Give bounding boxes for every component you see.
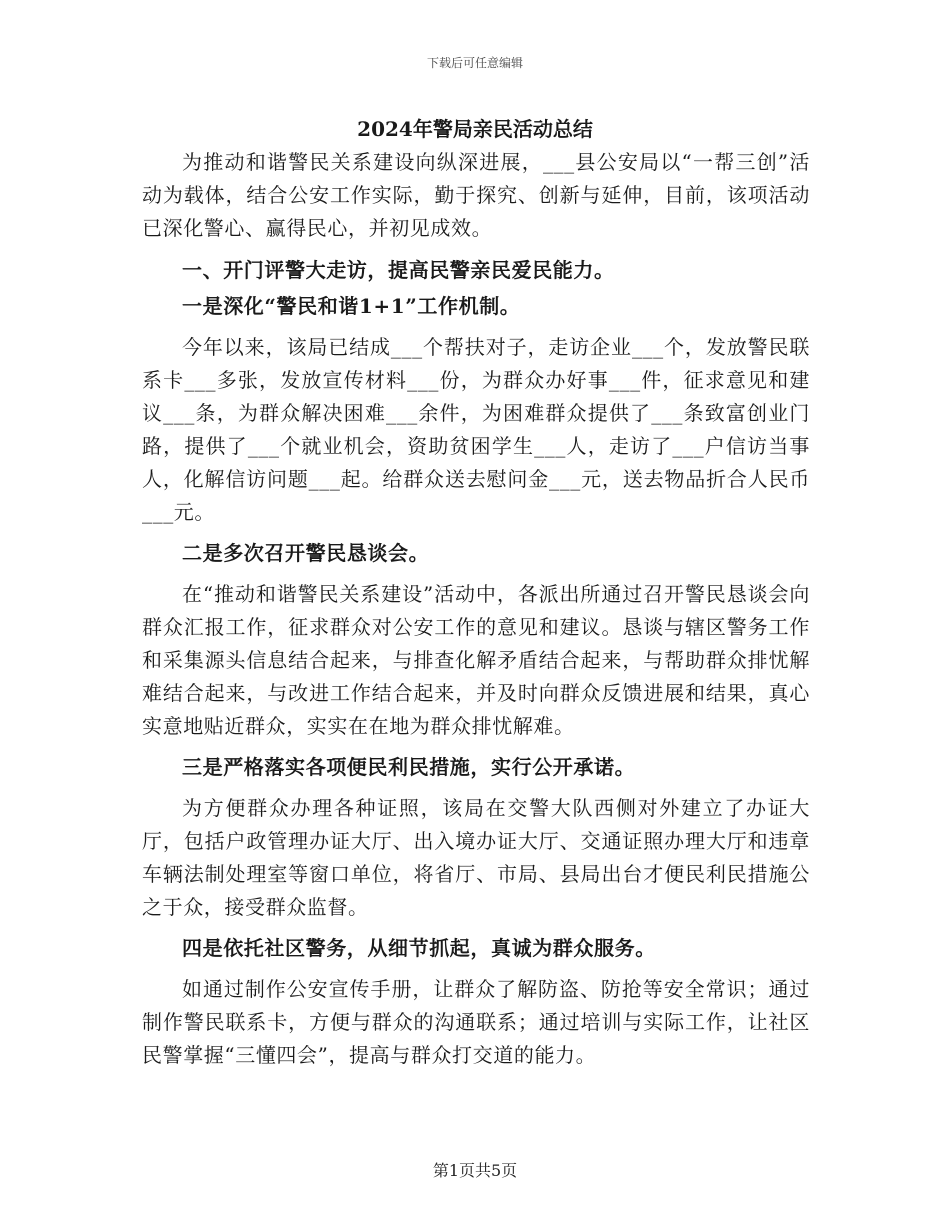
sub-paragraph-2: 在“推动和谐警民关系建设”活动中，各派出所通过召开警民恳谈会向群众汇报工作，征求群众对公安工作的意见和建议。恳谈与辖区警务工作和采集源头信息结合起来，与排查化解矛盾结合起来，与帮助群众排忧解难结合起来，与改进工作结合起来，并及时向群众反馈进展和结果，真心实意地贴近群众，实实在在地为群众排忧解难。 [142,582,810,738]
sub-heading-3: 三是严格落实各项便民利民措施，实行公开承诺。 [182,755,636,779]
page-header: 下载后可任意编辑 [426,56,523,70]
document-title: 2024年警局亲民活动总结 [357,117,593,141]
sub-paragraph-1: 今年以来，该局已结成___个帮扶对子，走访企业___个，发放警民联系卡___多张，发放宣传材料___份，为群众办好事___件，征求意见和建议___条，为群众解决困难___余件，为困难群众提供了___条致富创业门路，提供了___个就业机会，资助贫困学生___人，走访了___户信访当事人，化解信访问题___起。给群众送去慰问金___元，送去物品折合人民币___元。 [142,335,810,524]
sub-heading-1: 一是深化“警民和谐1+1”工作机制。 [182,294,521,318]
sub-paragraph-4: 如通过制作公安宣传手册，让群众了解防盗、防抢等安全常识；通过制作警民联系卡，方便与群众的沟通联系；通过培训与实际工作，让社区民警掌握“三懂四会”，提高与群众打交道的能力。 [142,977,810,1067]
document-body [142,146,810,1072]
intro-paragraph: 为推动和谐警民关系建设向纵深进展，___县公安局以“一帮三创”活动为载体，结合公安工作实际，勤于探究、创新与延伸，目前，该项活动已深化警心、赢得民心，并初见成效。 [142,150,810,240]
section-heading-1: 一、开门评警大走访，提高民警亲民爱民能力。 [182,258,615,282]
sub-paragraph-3: 为方便群众办理各种证照，该局在交警大队西侧对外建立了办证大厅，包括户政管理办证大厅、出入境办证大厅、交通证照办理大厅和违章车辆法制处理室等窗口单位，将省厅、市局、县局出台才便民利民措施公之于众，接受群众监督。 [142,796,810,919]
sub-heading-2: 二是多次召开警民恳谈会。 [182,541,430,565]
page-number: 第1页共5页 [432,1161,518,1180]
sub-heading-4: 四是依托社区警务，从细节抓起，真诚为群众服务。 [182,936,656,960]
